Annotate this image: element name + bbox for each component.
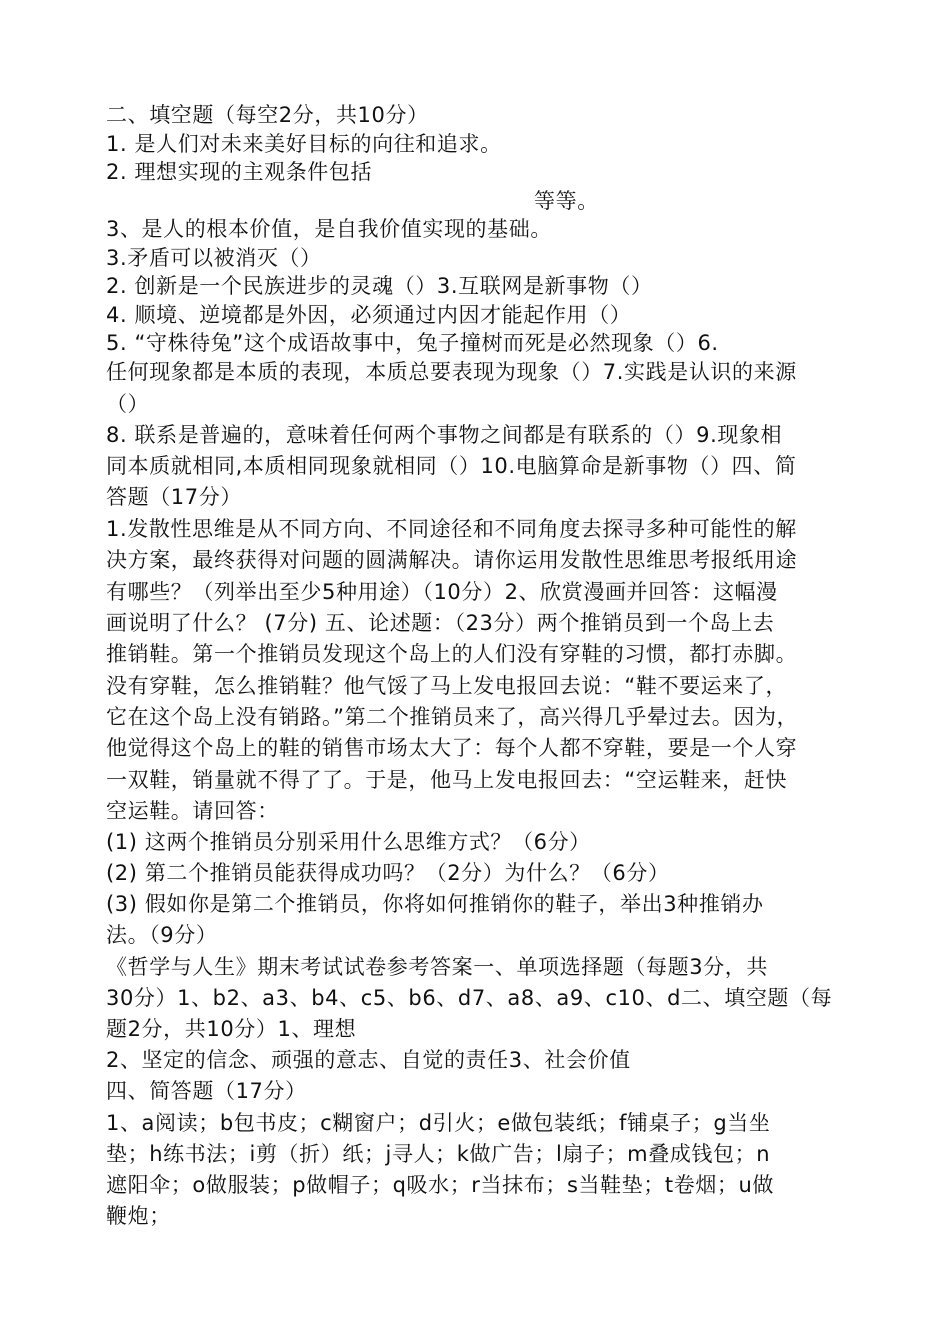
- text-line: 2、坚定的信念、顽强的意志、自觉的责任3、社会价值: [106, 1048, 631, 1072]
- text-line: 他觉得这个岛上的鞋的销售市场太大了：每个人都不穿鞋，要是一个人穿: [106, 736, 798, 760]
- text-line: 空运鞋。请回答：: [106, 799, 279, 823]
- text-line: 3、是人的根本价值，是自我价值实现的基础。: [106, 217, 552, 241]
- text-line: 没有穿鞋，怎么推销鞋？他气馁了马上发电报回去说：“鞋不要运来了，: [106, 674, 788, 698]
- text-line: 30分）1、b2、a3、b4、c5、b6、d7、a8、a9、c10、d二、填空题（每: [106, 986, 833, 1010]
- text-line: 1. 是人们对未来美好目标的向往和追求。: [106, 132, 502, 156]
- question-item: (1) 这两个推销员分别采用什么思维方式？（6分）: [106, 830, 591, 854]
- text-line: 2. 理想实现的主观条件包括: [106, 160, 373, 184]
- text-line: 5. “守株待兔”这个成语故事中，兔子撞树而死是必然现象（）6.: [106, 331, 719, 355]
- section-heading-short-answer-key: 四、简答题（17分）: [106, 1079, 307, 1103]
- text-line: 法。（9分）: [106, 923, 218, 947]
- text-line: 8. 联系是普遍的，意味着任何两个事物之间都是有联系的（）9.现象相: [106, 423, 783, 447]
- text-line: 垫；h练书法；i剪（折）纸；j寻人；k做广告；l扇子；m叠成钱包；n: [106, 1142, 771, 1166]
- text-line: 等等。: [534, 189, 599, 213]
- question-item: (2) 第二个推销员能获得成功吗？（2分）为什么？（6分）: [106, 861, 670, 885]
- text-line: 任何现象都是本质的表现，本质总要表现为现象（）7.实践是认识的来源: [106, 360, 797, 384]
- text-line: 一双鞋，销量就不得了了。于是，他马上发电报回去：“空运鞋来，赶快: [106, 768, 788, 792]
- text-line: 1、a阅读；b包书皮；c糊窗户；d引火；e做包装纸；f铺桌子；g当坐: [106, 1111, 771, 1135]
- text-line: 鞭炮；: [106, 1204, 171, 1228]
- section-heading-fill-in: 二、填空题（每空2分，共10分）: [106, 103, 429, 127]
- text-line: （）: [106, 392, 150, 416]
- text-line: 1.发散性思维是从不同方向、不同途径和不同角度去探寻多种可能性的解: [106, 517, 797, 541]
- text-line: 题2分，共10分）1、理想: [106, 1017, 357, 1041]
- text-line: 决方案，最终获得对问题的圆满解决。请你运用发散性思维思考报纸用途: [106, 548, 798, 572]
- text-line: 画说明了什么？ (7分) 五、论述题：（23分）两个推销员到一个岛上去: [106, 611, 775, 635]
- text-line: 4. 顺境、逆境都是外因，必须通过内因才能起作用（）: [106, 303, 632, 327]
- answer-key-heading: 《哲学与人生》期末考试试卷参考答案一、单项选择题（每题3分，共: [106, 955, 768, 979]
- text-line: 遮阳伞；o做服装；p做帽子；q吸水；r当抹布；s当鞋垫；t卷烟；u做: [106, 1173, 775, 1197]
- text-line: 同本质就相同,本质相同现象就相同（）10.电脑算命是新事物（）四、简: [106, 454, 797, 478]
- text-line: 有哪些？（列举出至少5种用途）（10分）2、欣赏漫画并回答：这幅漫: [106, 580, 778, 604]
- text-line: 它在这个岛上没有销路。”第二个推销员来了，高兴得几乎晕过去。因为，: [106, 705, 799, 729]
- text-line: 推销鞋。第一个推销员发现这个岛上的人们没有穿鞋的习惯，都打赤脚。: [106, 642, 798, 666]
- text-line: 2. 创新是一个民族进步的灵魂（）3.互联网是新事物（）: [106, 274, 653, 298]
- text-line: 3.矛盾可以被消灭（）: [106, 246, 322, 270]
- question-item: (3) 假如你是第二个推销员，你将如何推销你的鞋子，举出3种推销办: [106, 892, 764, 916]
- section-heading-short-answer: 答题（17分）: [106, 485, 242, 509]
